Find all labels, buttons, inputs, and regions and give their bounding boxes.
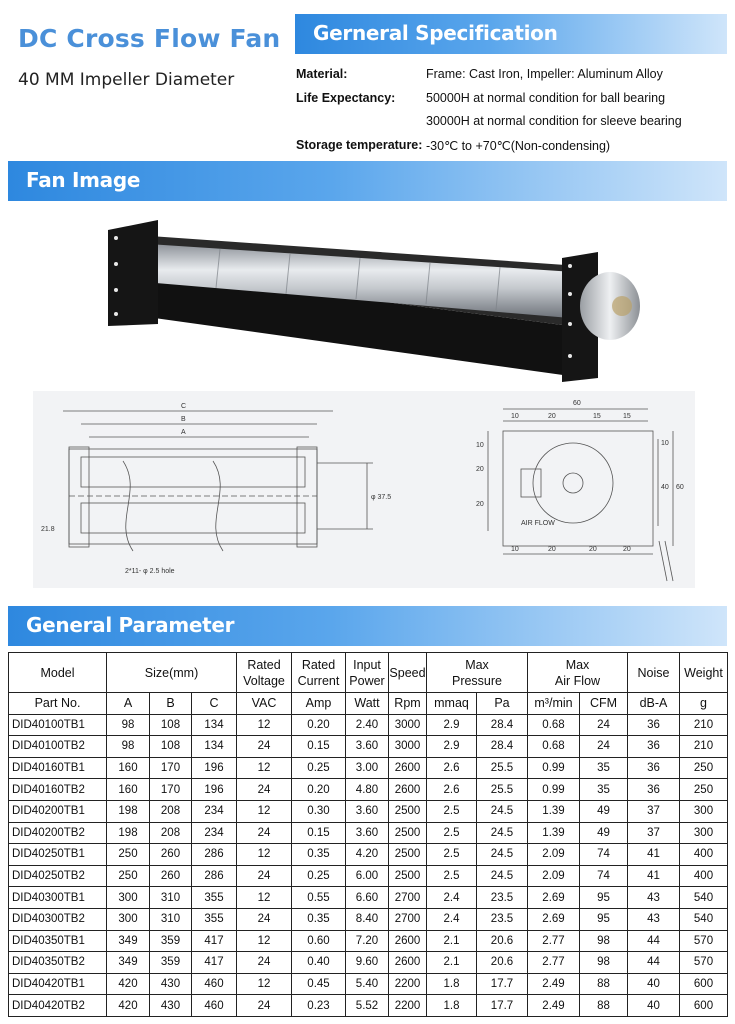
table-cell: 1.8 [427, 973, 477, 995]
table-cell: 24 [237, 995, 292, 1017]
table-cell: 300 [107, 887, 150, 909]
table-cell: 2200 [389, 973, 427, 995]
table-cell: 98 [107, 736, 150, 758]
table-cell: 570 [680, 930, 728, 952]
table-cell: 40 [628, 973, 680, 995]
dim-right-outer: 60 [676, 484, 684, 491]
table-cell: 359 [150, 930, 192, 952]
table-cell: 74 [580, 844, 628, 866]
table-cell: 28.4 [477, 736, 528, 758]
table-cell: 12 [237, 800, 292, 822]
table-cell: 2500 [389, 865, 427, 887]
table-cell: 98 [580, 952, 628, 974]
table-cell: 349 [107, 952, 150, 974]
table-cell: 49 [580, 822, 628, 844]
table-cell: 250 [107, 844, 150, 866]
table-cell: 12 [237, 844, 292, 866]
table-cell: 160 [107, 779, 150, 801]
table-row [9, 952, 728, 974]
unit-cell: B [150, 693, 192, 715]
table-cell: 2.69 [528, 908, 580, 930]
table-cell: 2700 [389, 908, 427, 930]
table-cell: 210 [680, 736, 728, 758]
table-cell: 400 [680, 844, 728, 866]
table-cell: 2600 [389, 779, 427, 801]
table-cell: 41 [628, 865, 680, 887]
product-subtitle: 40 MM Impeller Diameter [18, 70, 235, 90]
table-cell: 12 [237, 714, 292, 736]
col-pressure: Max Pressure [427, 653, 528, 693]
dim-left-seg: 20 [476, 501, 484, 508]
unit-cell: A [107, 693, 150, 715]
dim-bottom-seg: 20 [548, 546, 556, 553]
table-cell: 3000 [389, 714, 427, 736]
table-cell: 24 [237, 908, 292, 930]
table-cell: 41 [628, 844, 680, 866]
table-cell: 24 [237, 736, 292, 758]
table-row [9, 865, 728, 887]
table-cell: 460 [192, 973, 237, 995]
dim-top-seg: 20 [548, 413, 556, 420]
col-size: Size(mm) [107, 653, 237, 693]
table-cell: 250 [680, 779, 728, 801]
table-cell: 300 [680, 800, 728, 822]
table-cell: 95 [580, 908, 628, 930]
table-cell: 430 [150, 995, 192, 1017]
table-cell: 17.7 [477, 995, 528, 1017]
table-cell: 43 [628, 887, 680, 909]
table-cell: 210 [680, 714, 728, 736]
table-cell: 430 [150, 973, 192, 995]
part-number-cell: DID40420TB2 [9, 995, 107, 1017]
table-cell: 2.77 [528, 952, 580, 974]
table-cell: 0.20 [292, 779, 346, 801]
spec-label: Storage temperature: [296, 138, 423, 152]
table-row [9, 844, 728, 866]
col-current: Rated Current [292, 653, 346, 693]
dim-bottom-seg: 10 [511, 546, 519, 553]
table-cell: 234 [192, 800, 237, 822]
table-cell: 359 [150, 952, 192, 974]
part-number-cell: DID40160TB1 [9, 757, 107, 779]
table-row [9, 736, 728, 758]
table-cell: 234 [192, 822, 237, 844]
unit-cell: Pa [477, 693, 528, 715]
dim-c-label: C [181, 403, 187, 410]
table-cell: 6.60 [346, 887, 389, 909]
table-cell: 3.60 [346, 800, 389, 822]
table-cell: 24 [580, 736, 628, 758]
table-cell: 0.23 [292, 995, 346, 1017]
fan-image-heading: Fan Image [26, 168, 141, 192]
param-heading: General Parameter [26, 613, 235, 637]
table-cell: 8.40 [346, 908, 389, 930]
table-cell: 2.69 [528, 887, 580, 909]
table-cell: 98 [107, 714, 150, 736]
col-voltage: Rated Voltage [237, 653, 292, 693]
table-cell: 2.77 [528, 930, 580, 952]
unit-cell: Rpm [389, 693, 427, 715]
table-cell: 349 [107, 930, 150, 952]
col-power: Input Power [346, 653, 389, 693]
table-cell: 17.7 [477, 973, 528, 995]
table-cell: 0.20 [292, 714, 346, 736]
table-cell: 286 [192, 844, 237, 866]
table-cell: 0.25 [292, 865, 346, 887]
table-row [9, 973, 728, 995]
table-cell: 3000 [389, 736, 427, 758]
table-cell: 24.5 [477, 822, 528, 844]
table-cell: 300 [680, 822, 728, 844]
table-cell: 260 [150, 865, 192, 887]
table-cell: 9.60 [346, 952, 389, 974]
table-cell: 88 [580, 995, 628, 1017]
table-cell: 0.40 [292, 952, 346, 974]
table-cell: 196 [192, 757, 237, 779]
airflow-label: AIR FLOW [521, 520, 555, 527]
table-cell: 25.5 [477, 757, 528, 779]
fan-product-photo [100, 206, 640, 384]
table-cell: 2.9 [427, 714, 477, 736]
spec-label: Life Expectancy: [296, 91, 396, 105]
table-cell: 0.68 [528, 714, 580, 736]
unit-cell: CFM [580, 693, 628, 715]
table-cell: 0.25 [292, 757, 346, 779]
table-row [9, 930, 728, 952]
table-cell: 24 [237, 952, 292, 974]
table-cell: 2600 [389, 952, 427, 974]
table-cell: 98 [580, 930, 628, 952]
table-cell: 37 [628, 800, 680, 822]
dim-top-seg: 15 [593, 413, 601, 420]
table-cell: 2.5 [427, 865, 477, 887]
table-cell: 36 [628, 736, 680, 758]
table-cell: 44 [628, 952, 680, 974]
spec-value: Frame: Cast Iron, Impeller: Aluminum Alloy [426, 67, 663, 81]
table-cell: 43 [628, 908, 680, 930]
table-cell: 2200 [389, 995, 427, 1017]
table-cell: 0.68 [528, 736, 580, 758]
table-cell: 2.4 [427, 908, 477, 930]
table-cell: 2700 [389, 887, 427, 909]
table-cell: 540 [680, 887, 728, 909]
part-number-cell: DID40350TB2 [9, 952, 107, 974]
col-weight: Weight [680, 653, 728, 693]
table-cell: 310 [150, 887, 192, 909]
table-cell: 12 [237, 757, 292, 779]
table-cell: 2.49 [528, 995, 580, 1017]
table-cell: 2.09 [528, 844, 580, 866]
dim-top-seg: 15 [623, 413, 631, 420]
dim-right-inner: 40 [661, 484, 669, 491]
table-cell: 20.6 [477, 952, 528, 974]
table-cell: 25.5 [477, 779, 528, 801]
dim-diameter-label: φ 37.5 [371, 494, 392, 501]
dim-top-seg: 10 [511, 413, 519, 420]
table-cell: 36 [628, 757, 680, 779]
table-cell: 540 [680, 908, 728, 930]
table-header-row [9, 653, 728, 693]
fan-image-heading-band [8, 161, 727, 201]
table-cell: 310 [150, 908, 192, 930]
table-cell: 24.5 [477, 865, 528, 887]
part-number-cell: DID40100TB1 [9, 714, 107, 736]
unit-cell: dB-A [628, 693, 680, 715]
col-model: Model [9, 653, 107, 693]
dim-b-label: B [181, 416, 186, 423]
table-cell: 170 [150, 757, 192, 779]
dim-left-seg: 20 [476, 466, 484, 473]
col-airflow: Max Air Flow [528, 653, 628, 693]
part-number-cell: DID40250TB2 [9, 865, 107, 887]
table-cell: 3.00 [346, 757, 389, 779]
table-cell: 134 [192, 714, 237, 736]
unit-cell: m³/min [528, 693, 580, 715]
unit-cell: VAC [237, 693, 292, 715]
table-cell: 300 [107, 908, 150, 930]
table-cell: 20.6 [477, 930, 528, 952]
table-row [9, 908, 728, 930]
table-cell: 0.15 [292, 822, 346, 844]
table-cell: 1.39 [528, 822, 580, 844]
table-cell: 24.5 [477, 800, 528, 822]
col-noise: Noise [628, 653, 680, 693]
table-cell: 355 [192, 908, 237, 930]
table-cell: 4.80 [346, 779, 389, 801]
dim-hole-note: 2*11- φ 2.5 hole [125, 568, 175, 575]
table-cell: 134 [192, 736, 237, 758]
table-cell: 417 [192, 952, 237, 974]
table-cell: 208 [150, 822, 192, 844]
table-cell: 12 [237, 930, 292, 952]
dim-bottom-seg: 20 [623, 546, 631, 553]
table-cell: 355 [192, 887, 237, 909]
table-cell: 2.1 [427, 930, 477, 952]
table-cell: 40 [628, 995, 680, 1017]
unit-cell: Watt [346, 693, 389, 715]
table-cell: 208 [150, 800, 192, 822]
unit-cell: C [192, 693, 237, 715]
table-cell: 36 [628, 779, 680, 801]
table-cell: 2.4 [427, 887, 477, 909]
table-cell: 0.99 [528, 779, 580, 801]
table-cell: 12 [237, 973, 292, 995]
unit-cell: Part No. [9, 693, 107, 715]
dimension-drawings [33, 391, 695, 588]
part-number-cell: DID40420TB1 [9, 973, 107, 995]
table-cell: 2.9 [427, 736, 477, 758]
table-cell: 0.15 [292, 736, 346, 758]
table-cell: 1.8 [427, 995, 477, 1017]
unit-cell: Amp [292, 693, 346, 715]
table-cell: 23.5 [477, 887, 528, 909]
table-cell: 0.35 [292, 908, 346, 930]
table-row [9, 822, 728, 844]
product-title: DC Cross Flow Fan [18, 24, 281, 53]
table-cell: 24.5 [477, 844, 528, 866]
table-cell: 36 [628, 714, 680, 736]
table-cell: 24 [237, 865, 292, 887]
part-number-cell: DID40160TB2 [9, 779, 107, 801]
table-cell: 6.00 [346, 865, 389, 887]
table-row [9, 714, 728, 736]
table-cell: 420 [107, 973, 150, 995]
table-row [9, 757, 728, 779]
spec-heading: Gerneral Specification [313, 21, 558, 45]
table-cell: 37 [628, 822, 680, 844]
table-cell: 49 [580, 800, 628, 822]
table-cell: 2600 [389, 930, 427, 952]
table-unit-row [9, 693, 728, 715]
table-cell: 2.5 [427, 800, 477, 822]
table-cell: 3.60 [346, 736, 389, 758]
table-cell: 250 [107, 865, 150, 887]
spec-heading-band [295, 14, 727, 54]
dim-top-total: 60 [573, 400, 581, 407]
table-cell: 250 [680, 757, 728, 779]
table-cell: 0.60 [292, 930, 346, 952]
table-cell: 2.6 [427, 779, 477, 801]
table-cell: 2.6 [427, 757, 477, 779]
table-cell: 600 [680, 973, 728, 995]
table-cell: 0.35 [292, 844, 346, 866]
unit-cell: g [680, 693, 728, 715]
table-cell: 24 [580, 714, 628, 736]
dim-height-label: 21.8 [41, 526, 55, 533]
dim-a-label: A [181, 429, 186, 436]
table-cell: 170 [150, 779, 192, 801]
table-cell: 0.45 [292, 973, 346, 995]
table-cell: 1.39 [528, 800, 580, 822]
table-cell: 420 [107, 995, 150, 1017]
table-cell: 198 [107, 800, 150, 822]
part-number-cell: DID40200TB1 [9, 800, 107, 822]
table-cell: 4.20 [346, 844, 389, 866]
part-number-cell: DID40300TB2 [9, 908, 107, 930]
col-speed: Speed [389, 653, 427, 693]
dimension-drawing-svg [33, 391, 695, 588]
table-row [9, 887, 728, 909]
spec-label: Material: [296, 67, 348, 81]
table-cell: 260 [150, 844, 192, 866]
table-cell: 2.49 [528, 973, 580, 995]
table-cell: 600 [680, 995, 728, 1017]
table-cell: 2.5 [427, 844, 477, 866]
table-row [9, 995, 728, 1017]
table-cell: 2600 [389, 757, 427, 779]
table-cell: 108 [150, 736, 192, 758]
table-cell: 24 [237, 779, 292, 801]
table-cell: 3.60 [346, 822, 389, 844]
part-number-cell: DID40100TB2 [9, 736, 107, 758]
part-number-cell: DID40300TB1 [9, 887, 107, 909]
table-cell: 0.55 [292, 887, 346, 909]
table-cell: 2.40 [346, 714, 389, 736]
table-cell: 2.1 [427, 952, 477, 974]
table-cell: 2.09 [528, 865, 580, 887]
table-cell: 2500 [389, 800, 427, 822]
table-cell: 2.5 [427, 822, 477, 844]
table-cell: 12 [237, 887, 292, 909]
table-cell: 44 [628, 930, 680, 952]
table-cell: 196 [192, 779, 237, 801]
table-cell: 88 [580, 973, 628, 995]
table-cell: 160 [107, 757, 150, 779]
table-cell: 35 [580, 757, 628, 779]
spec-value: -30℃ to +70℃(Non-condensing) [426, 139, 611, 153]
dim-bottom-seg: 20 [589, 546, 597, 553]
unit-cell: mmaq [427, 693, 477, 715]
table-cell: 35 [580, 779, 628, 801]
table-cell: 28.4 [477, 714, 528, 736]
table-cell: 198 [107, 822, 150, 844]
dim-right-small: 10 [661, 440, 669, 447]
table-cell: 108 [150, 714, 192, 736]
part-number-cell: DID40200TB2 [9, 822, 107, 844]
table-row [9, 800, 728, 822]
table-cell: 74 [580, 865, 628, 887]
dim-left-seg: 10 [476, 442, 484, 449]
table-cell: 0.99 [528, 757, 580, 779]
table-cell: 23.5 [477, 908, 528, 930]
table-row [9, 779, 728, 801]
table-cell: 5.40 [346, 973, 389, 995]
spec-value: 30000H at normal condition for sleeve bearing [426, 114, 682, 128]
table-cell: 5.52 [346, 995, 389, 1017]
table-cell: 460 [192, 995, 237, 1017]
spec-value: 50000H at normal condition for ball bearing [426, 91, 666, 105]
part-number-cell: DID40250TB1 [9, 844, 107, 866]
table-cell: 286 [192, 865, 237, 887]
table-cell: 417 [192, 930, 237, 952]
parameter-table [8, 652, 728, 1017]
table-cell: 400 [680, 865, 728, 887]
table-cell: 0.30 [292, 800, 346, 822]
table-cell: 2500 [389, 844, 427, 866]
part-number-cell: DID40350TB1 [9, 930, 107, 952]
table-cell: 7.20 [346, 930, 389, 952]
table-cell: 95 [580, 887, 628, 909]
fan-end-plate-left [108, 220, 158, 326]
table-cell: 2500 [389, 822, 427, 844]
table-cell: 24 [237, 822, 292, 844]
param-heading-band [8, 606, 727, 646]
table-cell: 570 [680, 952, 728, 974]
